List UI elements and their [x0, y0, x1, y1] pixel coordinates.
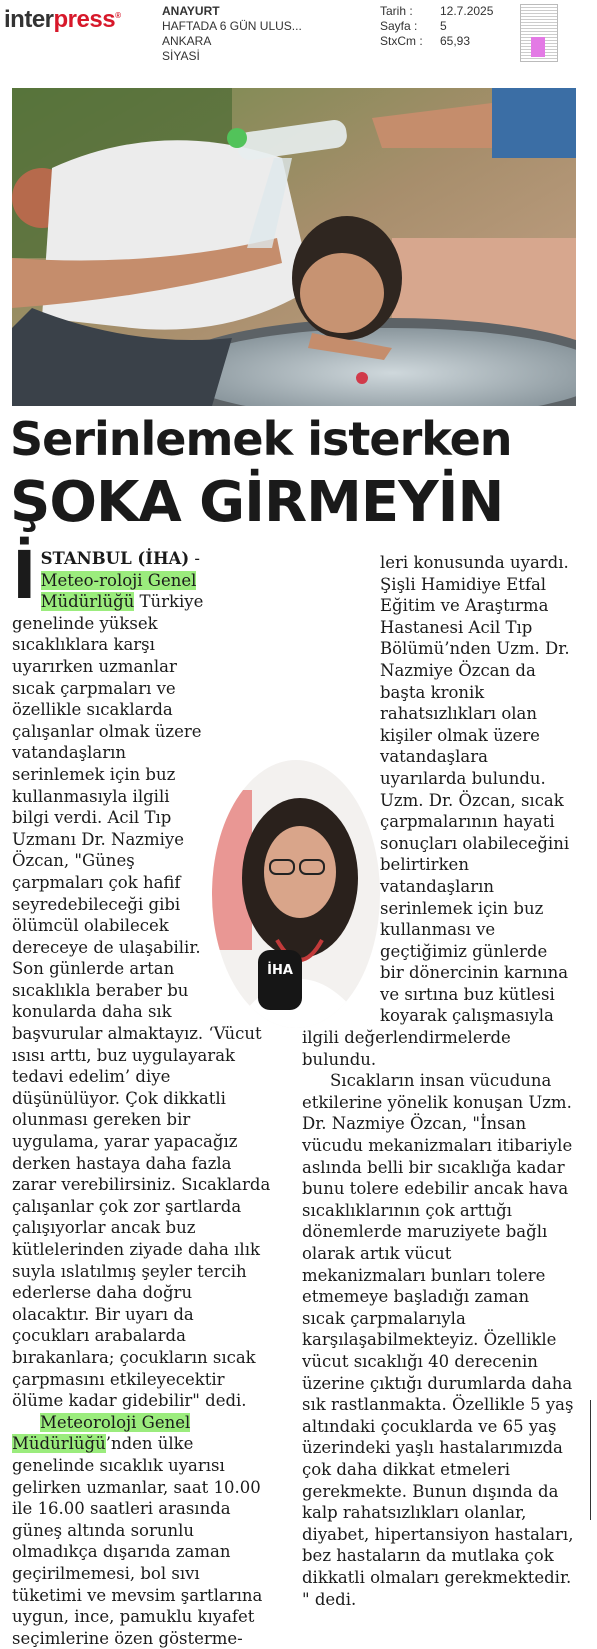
dateline: STANBUL (İHA): [40, 549, 190, 568]
stxcm-value: 65,93: [440, 34, 471, 48]
dateline-dash: -: [189, 549, 200, 568]
publication-name: ANAYURT: [162, 4, 220, 18]
interpress-logo: [4, 6, 120, 34]
paragraph-3-text: leri konusunda uyardı. Şişli Hamidiye Etfal Eğitim ve Araştırma Hastanesi Acil Tıp Bölümü’nden Uzm. Dr. Nazmiye Özcan da başta kronik rahatsızlıkları olan kişiler olmak üzere vatandaşlara uyarılarda bulundu. Uzm. Dr. Özcan, sıcak çarpmalarının hayati sonuçları olabileceğini belirtirken vatandaşların serinlemek için buz kullanması ve geçtiğimiz günlerde bir dönercinin karnına ve sırtına buz kütlesi koyarak çalışmasıyla ilgili değerlendirmelerde bulundu.: [302, 553, 570, 1069]
clipping-meta: [380, 4, 493, 49]
article-column-1: [12, 537, 274, 1649]
article-location-marker: [531, 37, 545, 57]
headline-line-2: ŞOKA GİRMEYİN: [10, 470, 504, 535]
article-photo: [12, 88, 576, 406]
date-value: 12.7.2025: [440, 4, 494, 18]
article-paragraph-2: [12, 1412, 274, 1649]
column-rule: [590, 1400, 591, 1520]
photo-man-cooling-off-illustration: [12, 88, 576, 406]
article-column-2: [302, 552, 574, 1610]
logo-registered-mark: ®: [115, 11, 121, 20]
headline-line-1: Serinlemek isterken: [10, 412, 512, 466]
paragraph-1-text: Türkiye genelinde yüksek sıcaklıklara karşı uyarırken uzmanlar sıcak çarpmaları ve özellikle sıcaklarda çalışanlar olmak üzere vatandaşların serinlemek için buz kullanmasıyla ilgili bilgi verdi. Acil Tıp Uzmanı Dr. Nazmiye Özcan, "Güneş çarpmaları çok hafif seyredebileceği gibi ölümcül olabilecek dereceye de ulaşabilir. Son günlerde artan sıcaklıkla beraber bu konularda daha sık başvurular almaktayız. ‘Vücut ısısı arttı, buz uygulayarak tedavi edelim’ diye düşünülüyor. Çok dikkatli olunması gereken bir uygulama, yarar yapacağız derken hastaya daha fazla zarar verebilirsiniz. Sıcaklarda çalışanlar çok zor şartlarda çalışıyorlar ancak buz kütlelerinden ziyade daha ılık suyla ıslatılmış şeyler tercih ederlerse daha doğru olacaktır. Bir uyarı da çocukları arabalarda bırakanlara; çocukların sıcak çarpmasını etkileyecektir ölüme kadar gidebilir" dedi.: [12, 592, 271, 1411]
date-label: Tarih :: [380, 4, 413, 18]
page-value: 5: [440, 19, 447, 33]
article-paragraph-4: [302, 1070, 574, 1610]
logo-inter: inter: [4, 6, 54, 33]
publication-section: SİYASİ: [162, 49, 200, 63]
publication-frequency: HAFTADA 6 GÜN ULUS...: [162, 19, 302, 33]
publication-info: [162, 4, 302, 64]
highlight-meteoroloji-1: Meteo-roloji Genel Müdürlüğü: [40, 570, 197, 612]
portrait-wrap-spacer: [302, 752, 380, 1022]
stxcm-label: StxCm :: [380, 34, 423, 48]
paragraph-2-text: ’nden ülke genelinde sıcaklık uyarısı gelirken uzmanlar, saat 10.00 ile 16.00 saatleri arasında güneş altında sorunlu olmadıkça dışarıda zaman geçirilmemesi, bol sıvı tüketimi ve mevsim şartlarına uygun, ince, pamuklu kıyafet seçimlerine özen gösterme-: [12, 1434, 263, 1648]
publication-city: ANKARA: [162, 34, 212, 48]
microphone-logo: İHA: [267, 963, 293, 978]
page-label: Sayfa :: [380, 19, 418, 33]
dropcap: İ: [12, 537, 37, 614]
page-thumbnail[interactable]: [520, 4, 558, 62]
logo-press: press: [53, 6, 116, 33]
paragraph-4-text: Sıcakların insan vücuduna etkilerine yönelik konuşan Uzm. Dr. Nazmiye Özcan, "İnsan vücudu mekanizmaları itibariyle aslında belli bir sıcaklığa kadar bunu tolere edebilir ancak hava sıcaklıklarının çok arttığı dönemlerde maruziyete bağlı olarak artık vücut mekanizmaları bunları tolere etmemeye başladığı zaman sıcak çarpmalarıyla karşılaşabilmekteyiz. Özellikle vücut sıcaklığı 40 derecenin üzerine çıktığı durumlarda daha sık rastlanmakta. Özellikle 5 yaş altındaki çocuklarda ve 65 yaş üzerindeki yaşlı hastalarımızda çok daha dikkat etmeleri gerekmekte. Bunun dışında da kalp rahatsızlıkları olanlar, diyabet, hipertansiyon hastaları, bez hastaların da mutlaka çok dikkatli olmaları gerekmektedir. " dedi.: [302, 1071, 574, 1609]
highlight-meteoroloji-2: Meteoroloji Genel Müdürlüğü: [12, 1412, 191, 1454]
clipping-header: [0, 0, 597, 72]
